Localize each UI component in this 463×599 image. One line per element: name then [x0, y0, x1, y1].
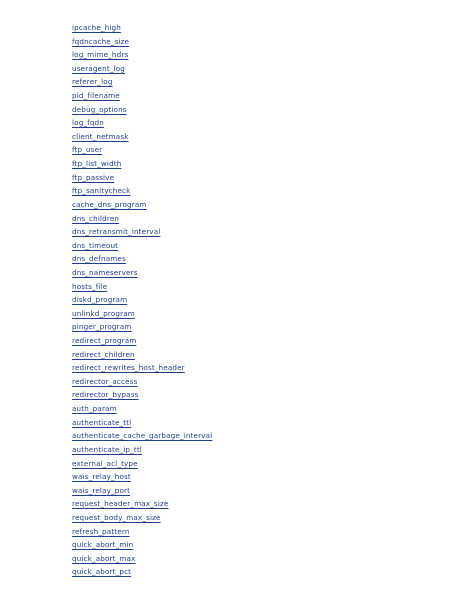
directive-link[interactable]: ipcache_high — [72, 23, 121, 32]
directive-link[interactable]: request_body_max_size — [72, 512, 161, 522]
directive-link[interactable]: redirector_access — [72, 376, 138, 386]
directive-link[interactable]: log_fqdn — [72, 118, 104, 128]
directive-link[interactable]: ftp_passive — [72, 172, 115, 182]
list-item — [72, 508, 212, 522]
directive-link[interactable]: fqdncache_size — [72, 36, 130, 46]
directive-link[interactable]: redirect_program — [72, 336, 137, 346]
list-item — [72, 59, 212, 73]
list-item — [72, 535, 212, 549]
list-item — [72, 100, 212, 114]
directive-link[interactable]: dns_nameservers — [72, 267, 138, 277]
list-item — [72, 140, 212, 154]
list-item — [72, 72, 212, 86]
list-item — [72, 45, 212, 59]
directive-link[interactable]: dns_retransmit_interval — [72, 227, 161, 237]
directive-link[interactable]: debug_options — [72, 104, 127, 114]
list-item — [72, 345, 212, 359]
directive-link[interactable]: ftp_list_width — [72, 159, 122, 169]
list-item — [72, 86, 212, 100]
directive-link[interactable]: referer_log — [72, 77, 113, 87]
directive-link[interactable]: client_netmask — [72, 131, 129, 141]
list-item — [72, 18, 212, 32]
list-item — [72, 440, 212, 454]
list-item — [72, 358, 212, 372]
directive-link[interactable]: authenticate_cache_garbage_interval — [72, 431, 213, 441]
list-item — [72, 481, 212, 495]
directive-link[interactable]: pid_filename — [72, 91, 120, 101]
list-item — [72, 317, 212, 331]
list-item — [72, 249, 212, 263]
list-item — [72, 113, 212, 127]
directive-link[interactable]: quick_abort_max — [72, 553, 136, 563]
directive-link[interactable]: dns_defnames — [72, 254, 126, 264]
list-item — [72, 236, 212, 250]
directive-link[interactable]: cache_dns_program — [72, 199, 147, 209]
list-item — [72, 154, 212, 168]
directive-link[interactable]: useragent_log — [72, 63, 125, 73]
list-item — [72, 494, 212, 508]
directive-link[interactable]: dns_children — [72, 213, 120, 223]
list-item — [72, 413, 212, 427]
directive-link[interactable]: redirect_rewrites_host_header — [72, 363, 185, 373]
list-item — [72, 562, 212, 576]
list-item — [72, 290, 212, 304]
list-item — [72, 263, 212, 277]
directive-link[interactable]: diskd_program — [72, 295, 128, 305]
list-item — [72, 399, 212, 413]
directive-link[interactable]: ftp_sanitycheck — [72, 186, 131, 196]
directive-link[interactable]: redirector_bypass — [72, 390, 139, 400]
directive-link[interactable]: pinger_program — [72, 322, 132, 332]
directive-link[interactable]: dns_timeout — [72, 240, 119, 250]
list-item — [72, 426, 212, 440]
directive-link[interactable]: request_header_max_size — [72, 499, 169, 509]
directive-link[interactable]: quick_abort_min — [72, 540, 134, 550]
list-item — [72, 32, 212, 46]
list-item — [72, 181, 212, 195]
list-item — [72, 454, 212, 468]
list-item — [72, 277, 212, 291]
directive-link[interactable]: refresh_pattern — [72, 526, 130, 536]
list-item — [72, 304, 212, 318]
list-item — [72, 195, 212, 209]
directive-link[interactable]: authenticate_ttl — [72, 417, 132, 427]
directive-link[interactable]: wais_relay_host — [72, 472, 131, 482]
directive-link[interactable]: authenticate_ip_ttl — [72, 444, 142, 454]
list-item — [72, 168, 212, 182]
directive-link-list — [72, 18, 212, 576]
list-item — [72, 385, 212, 399]
list-item — [72, 127, 212, 141]
list-item — [72, 331, 212, 345]
directive-link[interactable]: hosts_file — [72, 281, 108, 291]
list-item — [72, 209, 212, 223]
directive-link[interactable]: unlinkd_program — [72, 308, 135, 318]
list-item — [72, 522, 212, 536]
directive-link[interactable]: log_mime_hdrs — [72, 50, 129, 60]
directive-link[interactable]: auth_param — [72, 404, 117, 414]
directive-link[interactable]: ftp_user — [72, 145, 103, 155]
directive-link[interactable]: redirect_children — [72, 349, 135, 359]
list-item — [72, 372, 212, 386]
list-item — [72, 467, 212, 481]
list-item — [72, 549, 212, 563]
directive-link[interactable]: wais_relay_port — [72, 485, 131, 495]
directive-link[interactable]: external_acl_type — [72, 458, 138, 468]
directive-link[interactable]: quick_abort_pct — [72, 567, 132, 577]
list-item — [72, 222, 212, 236]
